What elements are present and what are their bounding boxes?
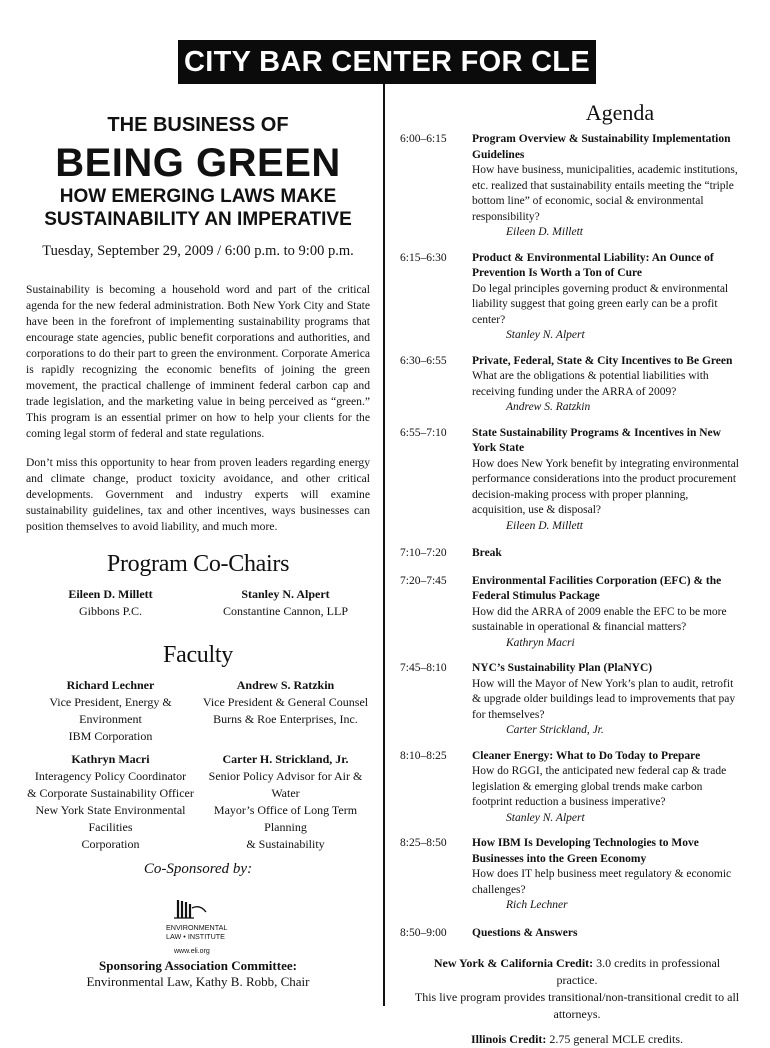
faculty-member: [26, 751, 195, 853]
cochair: [26, 586, 195, 620]
agenda-desc: How does New York benefit by integrating environmental performance considerations into the product procurement decision-making process with proper planning, acquisition, use & disposal?: [472, 457, 740, 516]
committee-heading: Sponsoring Association Committee:: [99, 958, 297, 973]
cochairs-heading: Program Co-Chairs: [106, 551, 290, 577]
title-main: BEING GREEN: [55, 141, 341, 185]
faculty-member: [26, 677, 195, 745]
eli-logo-line2: LAW • INSTITUTE: [166, 932, 225, 941]
title-kicker: THE BUSINESS OF: [107, 114, 289, 136]
person-name: Richard Lechner: [66, 678, 155, 692]
person-name: Kathryn Macri: [71, 752, 150, 766]
agenda-time: 8:50–9:00: [400, 926, 447, 939]
person-name: Carter H. Strickland, Jr.: [222, 752, 349, 766]
intro-paragraph: Don’t miss this opportunity to hear from proven leaders regarding energy and climate change, product toxicity avoidance, and other critical developments. Government and industry experts will examine sustainability guidelines, tax and other incentives, ways businesses can position themselves to avoid liability, and much more.: [26, 456, 370, 533]
person-affiliation: New York State Environmental Facilities: [35, 803, 186, 834]
agenda-time: 6:15–6:30: [400, 251, 447, 264]
agenda-item: [400, 574, 740, 652]
title-sub-1: HOW EMERGING LAWS MAKE: [59, 186, 337, 207]
agenda-item: [400, 661, 740, 739]
person-affiliation: Gibbons P.C.: [78, 604, 143, 618]
agenda-speaker: Kathryn Macri: [506, 636, 575, 649]
person-affiliation: Mayor’s Office of Long Term Planning: [213, 803, 358, 834]
agenda-time: 8:10–8:25: [400, 749, 447, 762]
cochairs-list: [26, 586, 370, 626]
event-date: Tuesday, September 29, 2009 / 6:00 p.m. to 9:00 p.m.: [42, 243, 354, 259]
faculty-member: [201, 677, 370, 745]
credit-il: [414, 1031, 740, 1048]
cosponsor-heading: Co-Sponsored by:: [143, 861, 253, 877]
left-column: [26, 110, 370, 990]
agenda-time: 6:55–7:10: [400, 426, 447, 439]
person-affiliation: Constantine Cannon, LLP: [223, 604, 348, 618]
agenda-speaker: Eileen D. Millett: [506, 519, 583, 532]
eli-logo-mark: [174, 900, 206, 918]
agenda-time: 7:20–7:45: [400, 574, 447, 587]
eli-logo-url: www.eli.org: [174, 948, 210, 955]
agenda-title: Product & Environmental Liability: An Ounce of Prevention Is Worth a Ton of Cure: [472, 251, 714, 279]
person-affiliation: Senior Policy Advisor for Air & Water: [208, 769, 363, 800]
agenda-speaker: Stanley N. Alpert: [506, 329, 585, 341]
agenda-speaker: Eileen D. Millett: [506, 226, 583, 238]
agenda-title: How IBM Is Developing Technologies to Move Businesses into the Green Economy: [472, 837, 699, 865]
agenda-title: Questions & Answers: [472, 926, 578, 939]
agenda-item: [400, 132, 740, 241]
faculty-list: [26, 677, 370, 859]
banner: CITY BAR CENTER FOR CLE: [178, 40, 596, 84]
agenda-item: [400, 926, 740, 942]
person-affiliation: IBM Corporation: [68, 729, 153, 743]
person-affiliation: Interagency Policy Coordinator: [34, 769, 187, 783]
person-affiliation: Vice President, Energy & Environment: [49, 695, 172, 726]
agenda-speaker: Carter Strickland, Jr.: [506, 724, 604, 736]
agenda-time: 7:10–7:20: [400, 547, 447, 559]
credit-il-label: Illinois Credit:: [470, 1032, 547, 1046]
agenda-title: NYC’s Sustainability Plan (PlaNYC): [472, 662, 653, 674]
person-affiliation: Vice President & General Counsel: [202, 695, 369, 709]
credit-il-text: 2.75 general MCLE credits.: [549, 1032, 684, 1046]
person-affiliation: & Corporate Sustainability Officer: [27, 786, 194, 800]
agenda-item: [400, 749, 740, 827]
agenda-item: [400, 426, 740, 535]
agenda-item: [400, 546, 740, 562]
person-name: Eileen D. Millett: [68, 587, 153, 601]
agenda-desc: Do legal principles governing product & environmental liability suggest that going green early can be a profit center?: [472, 282, 729, 326]
agenda-title: Cleaner Energy: What to Do Today to Prepare: [472, 749, 701, 762]
credit-ny-text: 3.0 credits in professional practice.: [556, 956, 721, 987]
eli-logo: [164, 898, 244, 956]
agenda-item: [400, 836, 740, 914]
agenda-desc: How have business, municipalities, academic institutions, etc. realized that sustainability entails meeting the “triple bottom line” of economic, social & environmental responsibility?: [472, 164, 738, 223]
right-column: [400, 100, 740, 1048]
agenda-title: State Sustainability Programs & Incentives in New York State: [472, 426, 721, 454]
person-name: Stanley N. Alpert: [241, 587, 330, 601]
person-affiliation: Corporation: [81, 837, 140, 851]
agenda-desc: How will the Mayor of New York’s plan to audit, retrofit & upgrade older buildings lead to improvements that pay for themselves?: [472, 677, 736, 721]
faculty-heading: Faculty: [163, 642, 233, 668]
agenda-item: [400, 251, 740, 344]
agenda-title: Break: [472, 547, 502, 559]
credits: [414, 955, 740, 1048]
committee-text: Environmental Law, Kathy B. Robb, Chair: [86, 974, 310, 989]
intro-paragraph: Sustainability is becoming a household word and part of the critical agenda for the new federal administration. Both New York City and State have been in the forefront of implementing sustainability programs that encourage state agencies, public benefit corporations and authorities, and corporations to do their part to green the environment. Corporate America is rapidly recognizing the economic benefits of joining the green movement, the practical challenge of imminent federal carbon cap and trade legislation, and the marketing value in being perceived as “green.” This program is an essential primer on how to help your clients for the coming legal storm of federal and state regulations.: [26, 283, 370, 440]
agenda-time: 6:00–6:15: [400, 133, 447, 145]
agenda-heading: Agenda: [585, 100, 655, 125]
agenda-desc: How does IT help business meet regulatory & economic challenges?: [472, 868, 732, 896]
agenda-time: 8:25–8:50: [400, 837, 447, 849]
faculty-member: [201, 751, 370, 853]
person-affiliation: & Sustainability: [246, 837, 325, 851]
agenda-desc: How do RGGI, the anticipated new federal cap & trade legislation & emerging global trends make carbon footprint reduction a business imperative?: [472, 765, 727, 808]
credit-ny: [414, 955, 740, 989]
person-name: Andrew S. Ratzkin: [236, 678, 335, 692]
agenda-time: 7:45–8:10: [400, 662, 447, 674]
agenda-time: 6:30–6:55: [400, 354, 447, 367]
agenda-speaker: Stanley N. Alpert: [506, 811, 585, 824]
column-divider: [383, 84, 385, 1006]
agenda-title: Private, Federal, State & City Incentives to Be Green: [472, 354, 733, 367]
agenda-title: Program Overview & Sustainability Implementation Guidelines: [472, 133, 731, 161]
agenda-speaker: Rich Lechner: [506, 899, 568, 911]
agenda-desc: How did the ARRA of 2009 enable the EFC to be more sustainable in operational & financial matters?: [472, 605, 727, 633]
credit-transitional: This live program provides transitional/non-transitional credit to all attorneys.: [414, 990, 740, 1021]
agenda-desc: What are the obligations & potential liabilities with receiving funding under the ARRA of 2009?: [472, 370, 709, 398]
cochair: [201, 586, 370, 620]
agenda-list: [400, 132, 740, 941]
eli-logo-line1: ENVIRONMENTAL: [166, 923, 228, 932]
agenda-item: [400, 354, 740, 416]
agenda-speaker: Andrew S. Ratzkin: [506, 401, 591, 413]
person-affiliation: Burns & Roe Enterprises, Inc.: [213, 712, 358, 726]
credit-ny-label: New York & California Credit:: [433, 956, 594, 970]
title-sub-2: SUSTAINABILITY AN IMPERATIVE: [44, 209, 352, 230]
agenda-title: Environmental Facilities Corporation (EFC) & the Federal Stimulus Package: [472, 574, 722, 602]
